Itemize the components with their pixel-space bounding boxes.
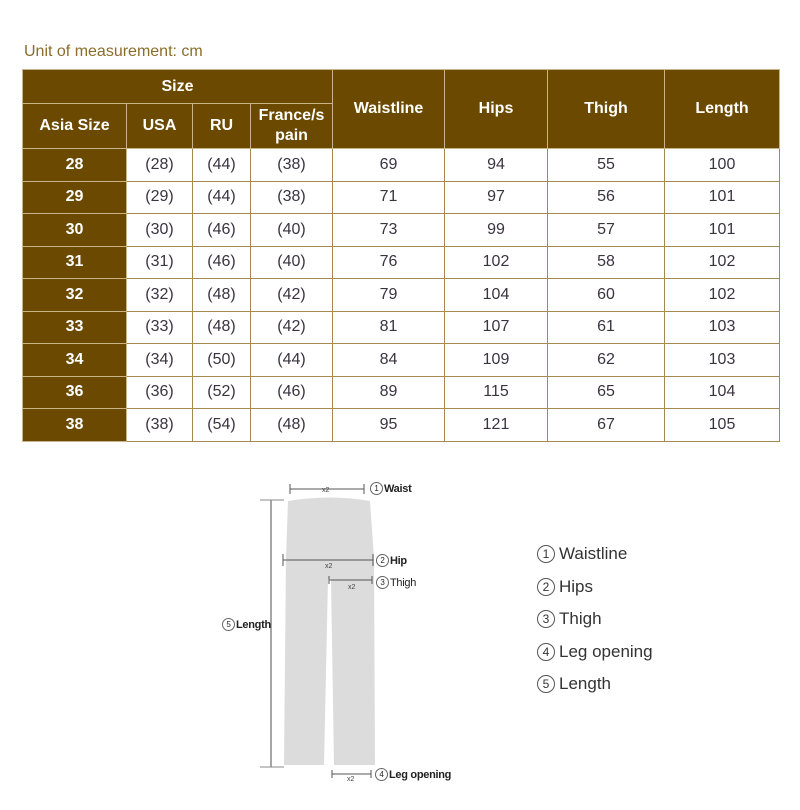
- header-france-spain: France/s pain: [251, 104, 333, 149]
- cell-ru: (50): [193, 344, 251, 377]
- cell-asia: 31: [23, 246, 127, 279]
- header-hips: Hips: [445, 70, 548, 149]
- cell-usa: (29): [127, 181, 193, 214]
- cell-waistline: 81: [333, 311, 445, 344]
- cell-france: (40): [251, 246, 333, 279]
- cell-hips: 94: [445, 149, 548, 182]
- legend-item-length: 5 Length: [537, 668, 653, 701]
- cell-usa: (38): [127, 409, 193, 442]
- cell-length: 102: [665, 246, 780, 279]
- size-table-body: [23, 149, 780, 442]
- cell-usa: (31): [127, 246, 193, 279]
- diagram-label-waist: 1 Waist: [370, 482, 411, 495]
- cell-length: 101: [665, 214, 780, 247]
- cell-thigh: 56: [548, 181, 665, 214]
- pants-measurement-diagram: [0, 460, 800, 810]
- waist-multiplier: x2: [322, 487, 330, 494]
- table-row: [23, 246, 780, 279]
- diagram-label-thigh: 3 Thigh: [376, 576, 416, 589]
- table-row: [23, 279, 780, 312]
- cell-asia: 29: [23, 181, 127, 214]
- cell-waistline: 95: [333, 409, 445, 442]
- cell-ru: (54): [193, 409, 251, 442]
- cell-thigh: 61: [548, 311, 665, 344]
- cell-waistline: 76: [333, 246, 445, 279]
- cell-asia: 33: [23, 311, 127, 344]
- cell-usa: (30): [127, 214, 193, 247]
- cell-ru: (48): [193, 279, 251, 312]
- table-row: [23, 344, 780, 377]
- diagram-label-hip: 2 Hip: [376, 554, 407, 567]
- cell-france: (44): [251, 344, 333, 377]
- cell-length: 102: [665, 279, 780, 312]
- cell-length: 103: [665, 344, 780, 377]
- hip-multiplier: x2: [325, 563, 333, 570]
- cell-hips: 102: [445, 246, 548, 279]
- header-ru: RU: [193, 104, 251, 149]
- table-row: [23, 409, 780, 442]
- pants-outline-icon: [0, 460, 800, 810]
- cell-hips: 104: [445, 279, 548, 312]
- cell-usa: (34): [127, 344, 193, 377]
- cell-france: (40): [251, 214, 333, 247]
- legend-item-waistline: 1 Waistline: [537, 538, 653, 571]
- cell-length: 105: [665, 409, 780, 442]
- cell-ru: (46): [193, 214, 251, 247]
- cell-asia: 34: [23, 344, 127, 377]
- cell-hips: 115: [445, 376, 548, 409]
- cell-asia: 28: [23, 149, 127, 182]
- cell-hips: 121: [445, 409, 548, 442]
- cell-hips: 107: [445, 311, 548, 344]
- cell-length: 100: [665, 149, 780, 182]
- header-waistline: Waistline: [333, 70, 445, 149]
- cell-length: 103: [665, 311, 780, 344]
- table-row: [23, 181, 780, 214]
- thigh-multiplier: x2: [348, 584, 356, 591]
- cell-france: (46): [251, 376, 333, 409]
- cell-france: (42): [251, 311, 333, 344]
- cell-ru: (52): [193, 376, 251, 409]
- cell-ru: (46): [193, 246, 251, 279]
- measurement-legend: [537, 538, 653, 701]
- table-row: [23, 311, 780, 344]
- cell-asia: 38: [23, 409, 127, 442]
- cell-ru: (48): [193, 311, 251, 344]
- cell-hips: 109: [445, 344, 548, 377]
- header-thigh: Thigh: [548, 70, 665, 149]
- cell-asia: 30: [23, 214, 127, 247]
- cell-thigh: 57: [548, 214, 665, 247]
- cell-waistline: 79: [333, 279, 445, 312]
- cell-france: (38): [251, 181, 333, 214]
- cell-usa: (32): [127, 279, 193, 312]
- table-row: [23, 149, 780, 182]
- cell-hips: 99: [445, 214, 548, 247]
- cell-asia: 32: [23, 279, 127, 312]
- cell-france: (48): [251, 409, 333, 442]
- cell-waistline: 69: [333, 149, 445, 182]
- cell-ru: (44): [193, 181, 251, 214]
- legend-item-thigh: 3 Thigh: [537, 603, 653, 636]
- cell-thigh: 55: [548, 149, 665, 182]
- diagram-label-leg-opening: 4 Leg opening: [375, 768, 451, 781]
- cell-usa: (36): [127, 376, 193, 409]
- size-chart-table: [22, 69, 780, 442]
- header-usa: USA: [127, 104, 193, 149]
- diagram-label-length: 5 Length: [222, 618, 271, 631]
- cell-ru: (44): [193, 149, 251, 182]
- cell-thigh: 67: [548, 409, 665, 442]
- cell-waistline: 71: [333, 181, 445, 214]
- cell-france: (42): [251, 279, 333, 312]
- cell-waistline: 84: [333, 344, 445, 377]
- unit-of-measurement-label: Unit of measurement: cm: [24, 43, 203, 60]
- cell-waistline: 73: [333, 214, 445, 247]
- cell-waistline: 89: [333, 376, 445, 409]
- header-asia-size: Asia Size: [23, 104, 127, 149]
- cell-france: (38): [251, 149, 333, 182]
- cell-thigh: 65: [548, 376, 665, 409]
- cell-asia: 36: [23, 376, 127, 409]
- header-length: Length: [665, 70, 780, 149]
- cell-usa: (33): [127, 311, 193, 344]
- table-row: [23, 214, 780, 247]
- cell-usa: (28): [127, 149, 193, 182]
- cell-thigh: 62: [548, 344, 665, 377]
- size-group-header: Size: [23, 70, 333, 104]
- cell-length: 101: [665, 181, 780, 214]
- cell-length: 104: [665, 376, 780, 409]
- cell-hips: 97: [445, 181, 548, 214]
- legend-item-hips: 2 Hips: [537, 571, 653, 604]
- leg-opening-multiplier: x2: [347, 776, 355, 783]
- table-row: [23, 376, 780, 409]
- cell-thigh: 58: [548, 246, 665, 279]
- legend-item-leg-opening: 4 Leg opening: [537, 636, 653, 669]
- cell-thigh: 60: [548, 279, 665, 312]
